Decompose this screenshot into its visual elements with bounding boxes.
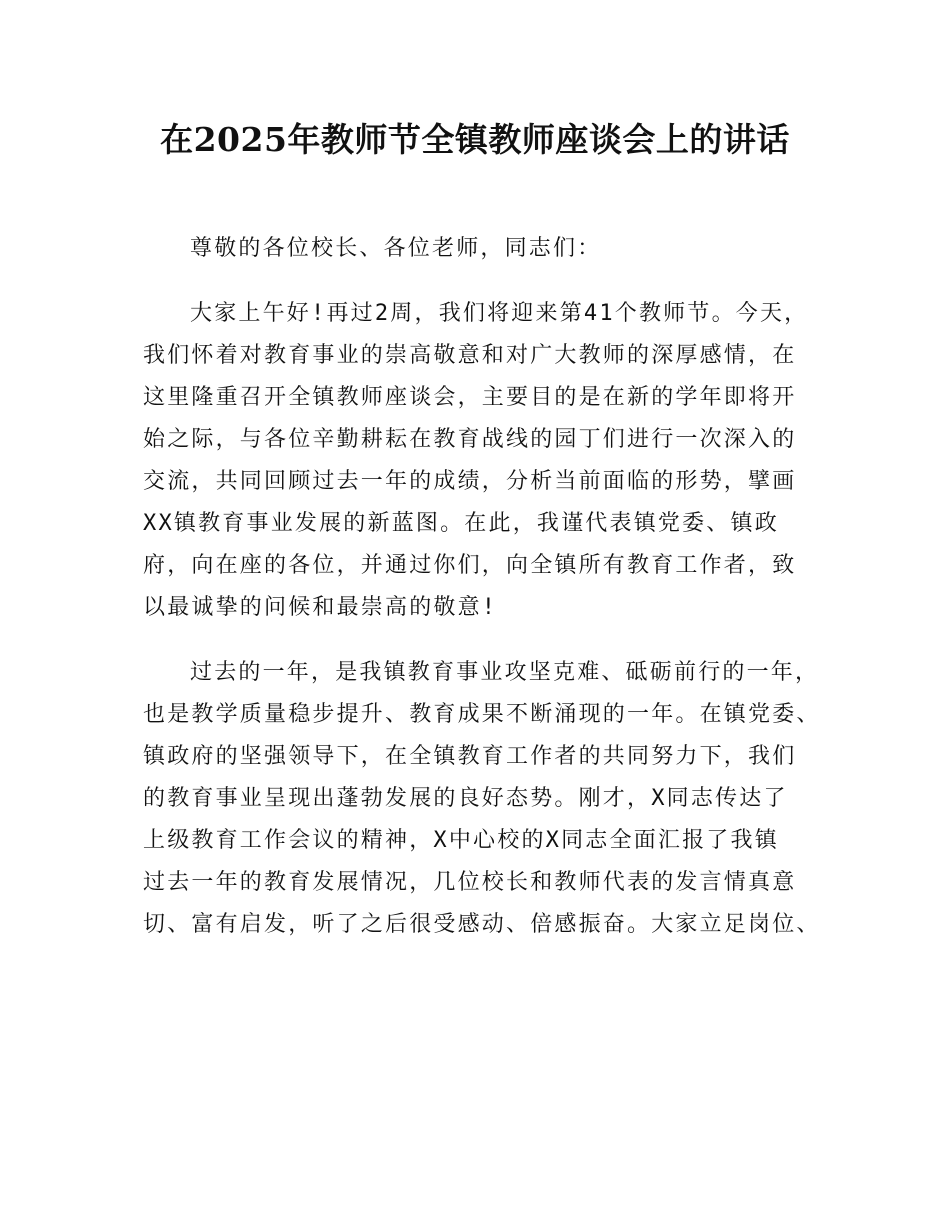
text-line: XX镇教育事业发展的新蓝图。在此，我谨代表镇党委、镇政 xyxy=(143,511,779,536)
text-line: 的教育事业呈现出蓬勃发展的良好态势。刚才，X同志传达了 xyxy=(143,786,788,811)
text-line: 也是教学质量稳步提升、教育成果不断涌现的一年。在镇党委、 xyxy=(143,702,821,727)
text-line: 始之际，与各位辛勤耕耘在教育战线的园丁们进行一次深入的 xyxy=(143,427,797,452)
document-body xyxy=(143,228,833,969)
text-line: 这里隆重召开全镇教师座谈会，主要目的是在新的学年即将开 xyxy=(143,385,797,410)
text-line: 过去一年的教育发展情况，几位校长和教师代表的发言情真意 xyxy=(143,870,797,895)
page-title: 在2025年教师节全镇教师座谈会上的讲话 xyxy=(160,120,790,159)
text-line: 上级教育工作会议的精神，X中心校的X同志全面汇报了我镇 xyxy=(143,828,779,853)
paragraph-review xyxy=(143,652,833,946)
text-line: 我们怀着对教育事业的崇高敬意和对广大教师的深厚感情，在 xyxy=(143,343,797,368)
text-line: 镇政府的坚强领导下，在全镇教育工作者的共同努力下，我们 xyxy=(143,744,797,769)
text-line: 切、富有启发，听了之后很受感动、倍感振奋。大家立足岗位、 xyxy=(143,912,821,937)
paragraph-opening xyxy=(143,293,833,629)
text-line: 大家上午好!再过2周，我们将迎来第41个教师节。今天， xyxy=(190,301,809,326)
text-line: 府，向在座的各位，并通过你们，向全镇所有教育工作者，致 xyxy=(143,553,797,578)
paragraph-greeting xyxy=(143,228,833,270)
text-line: 尊敬的各位校长、各位老师，同志们： xyxy=(190,236,602,261)
text-line: 交流，共同回顾过去一年的成绩，分析当前面临的形势，擘画 xyxy=(143,469,797,494)
text-line: 以最诚挚的问候和最崇高的敬意! xyxy=(143,595,498,620)
text-line: 过去的一年，是我镇教育事业攻坚克难、砥砺前行的一年， xyxy=(190,660,820,685)
